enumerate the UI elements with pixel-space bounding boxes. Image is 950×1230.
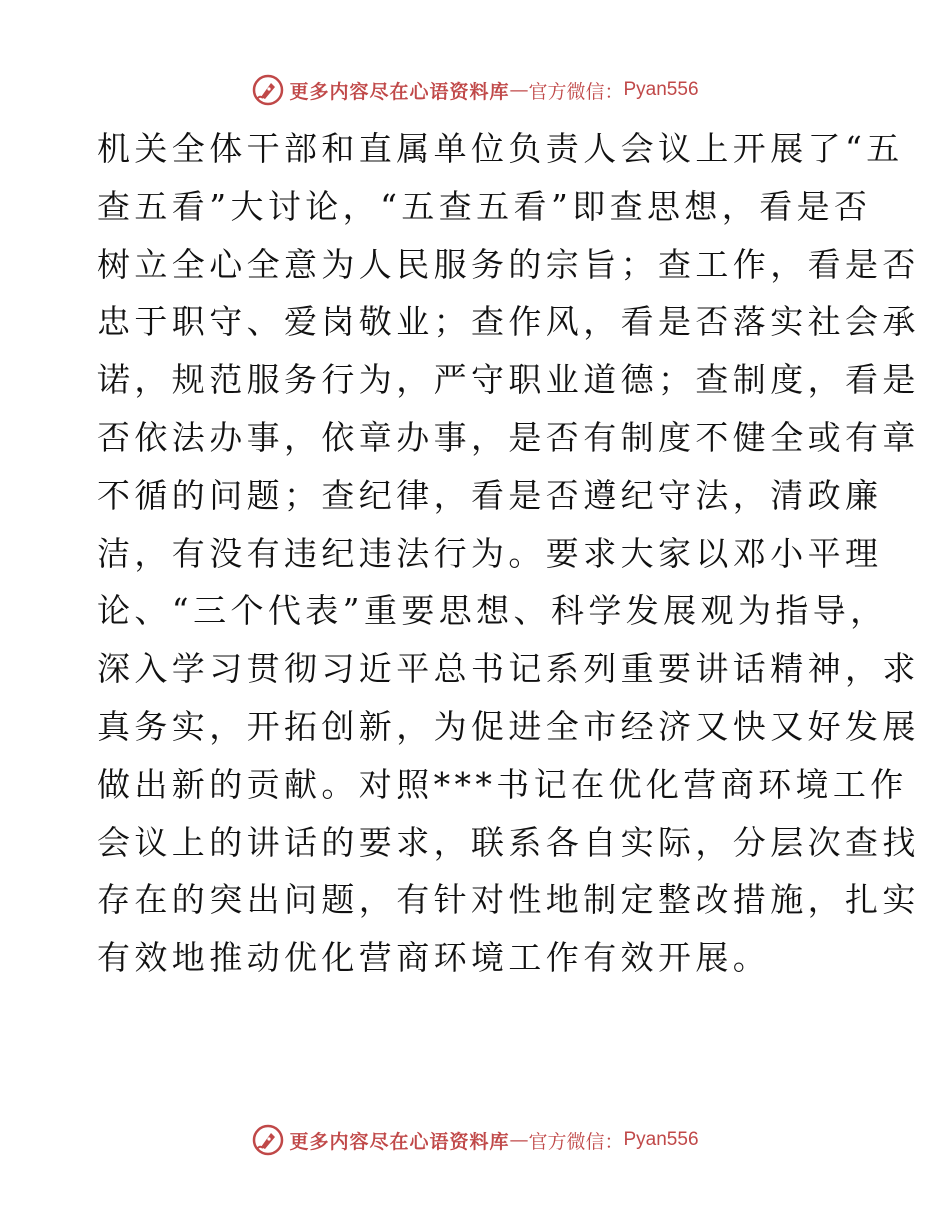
body-line: 论、“三个代表”重要思想、科学发展观为指导， <box>97 591 888 631</box>
body-line: 做出新的贡献。对照***书记在优化营商环境工作 <box>97 764 908 804</box>
footer-wechat-label: 官方微信： <box>528 1130 624 1153</box>
footer-separator: — <box>509 1129 529 1151</box>
pen-nib-logo-icon <box>251 73 285 107</box>
header-wechat-label: 官方微信： <box>528 80 624 103</box>
pen-nib-logo-icon <box>251 1123 285 1157</box>
body-line: 不循的问题；查纪律，看是否遵纪守法，清政廉 <box>97 475 883 515</box>
header-separator: — <box>509 79 529 101</box>
header-wechat-id: Pyan556 <box>623 79 699 100</box>
body-line: 洁，有没有违纪违法行为。要求大家以邓小平理 <box>97 533 883 573</box>
body-line: 存在的突出问题，有针对性地制定整改措施，扎实 <box>97 880 920 920</box>
body-line: 深入学习贯彻习近平总书记系列重要讲话精神，求 <box>97 649 920 689</box>
body-line: 真务实，开拓创新，为促进全市经济又快又好发展 <box>97 706 920 746</box>
header-banner[interactable] <box>0 72 950 108</box>
body-paragraph <box>97 120 920 987</box>
footer-banner[interactable] <box>0 1122 950 1158</box>
body-line: 否依法办事，依章办事，是否有制度不健全或有章 <box>97 417 920 457</box>
body-line: 会议上的讲话的要求，联系各自实际，分层次查找 <box>97 822 920 862</box>
footer-wechat-id: Pyan556 <box>623 1129 699 1150</box>
body-line: 树立全心全意为人民服务的宗旨；查工作，看是否 <box>97 244 920 284</box>
footer-promo-text: 更多内容尽在心语资料库 <box>289 1130 510 1153</box>
body-line: 机关全体干部和直属单位负责人会议上开展了“五 <box>97 129 904 168</box>
header-promo-text: 更多内容尽在心语资料库 <box>289 80 510 103</box>
body-line: 诺，规范服务行为，严守职业道德；查制度，看是 <box>97 360 920 400</box>
body-line: 忠于职守、爱岗敬业；查作风，看是否落实社会承 <box>97 302 920 342</box>
body-line: 查五看”大讨论，“五查五看”即查思想，看是否 <box>97 186 872 226</box>
body-line: 有效地推动优化营商环境工作有效开展。 <box>97 938 771 978</box>
